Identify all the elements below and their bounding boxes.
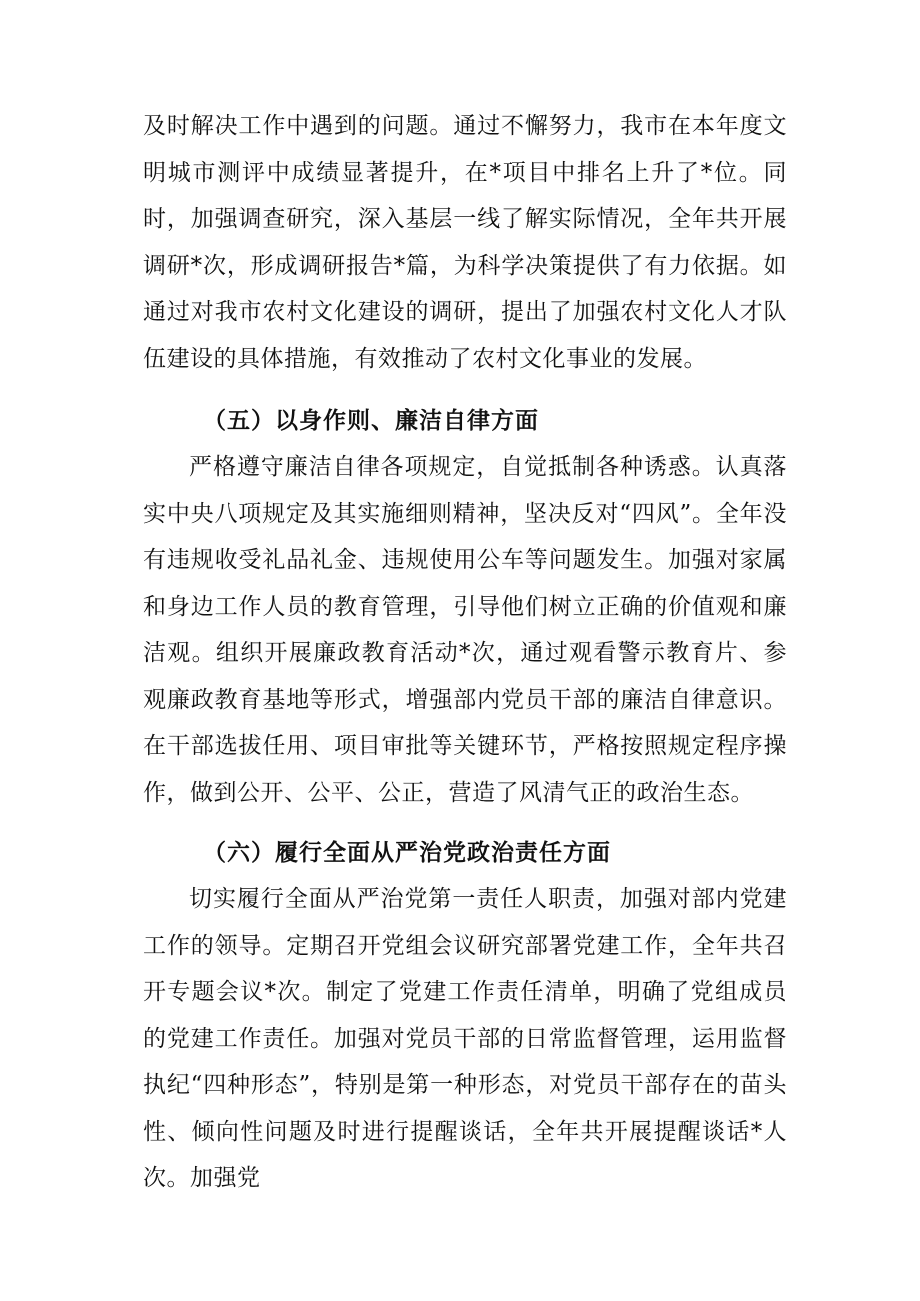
section-heading-5: （五）以身作则、廉洁自律方面: [203, 408, 539, 434]
paragraph-2-wrap: [143, 444, 787, 816]
paragraph-3-wrap: [143, 876, 787, 1202]
body-paragraph-2: 严格遵守廉洁自律各项规定，自觉抵制各种诱惑。认真落实中央八项规定及其实施细则精神，坚决反对“四风”。全年没有违规收受礼品礼金、违规使用公车等问题发生。加强对家属和身边工作人员的教育管理，引导他们树立正确的价值观和廉洁观。组织开展廉政教育活动*次，通过观看警示教育片、参观廉政教育基地等形式，增强部内党员干部的廉洁自律意识。在干部选拔任用、项目审批等关键环节，严格按照规定程序操作，做到公开、公平、公正，营造了风清气正的政治生态。: [143, 454, 787, 806]
section-heading-6: （六）履行全面从严治党政治责任方面: [203, 840, 611, 866]
body-paragraph-1: 及时解决工作中遇到的问题。通过不懈努力，我市在本年度文明城市测评中成绩显著提升，在*项目中排名上升了*位。同时，加强调查研究，深入基层一线了解实际情况，全年共开展调研*次，形成调研报告*篇，为科学决策提供了有力依据。如通过对我市农村文化建设的调研，提出了加强农村文化人才队伍建设的具体措施，有效推动了农村文化事业的发展。: [143, 113, 787, 372]
body-paragraph-3: 切实履行全面从严治党第一责任人职责，加强对部内党建工作的领导。定期召开党组会议研究部署党建工作，全年共召开专题会议*次。制定了党建工作责任清单，明确了党组成员的党建工作责任。加强对党员干部的日常监督管理，运用监督执纪“四种形态”，特别是第一种形态，对党员干部存在的苗头性、倾向性问题及时进行提醒谈话，全年共开展提醒谈话*人次。加强党: [143, 886, 787, 1191]
section-heading-5-wrap: [143, 398, 787, 445]
section-heading-6-wrap: [143, 830, 787, 877]
paragraph-continued: [143, 103, 787, 382]
